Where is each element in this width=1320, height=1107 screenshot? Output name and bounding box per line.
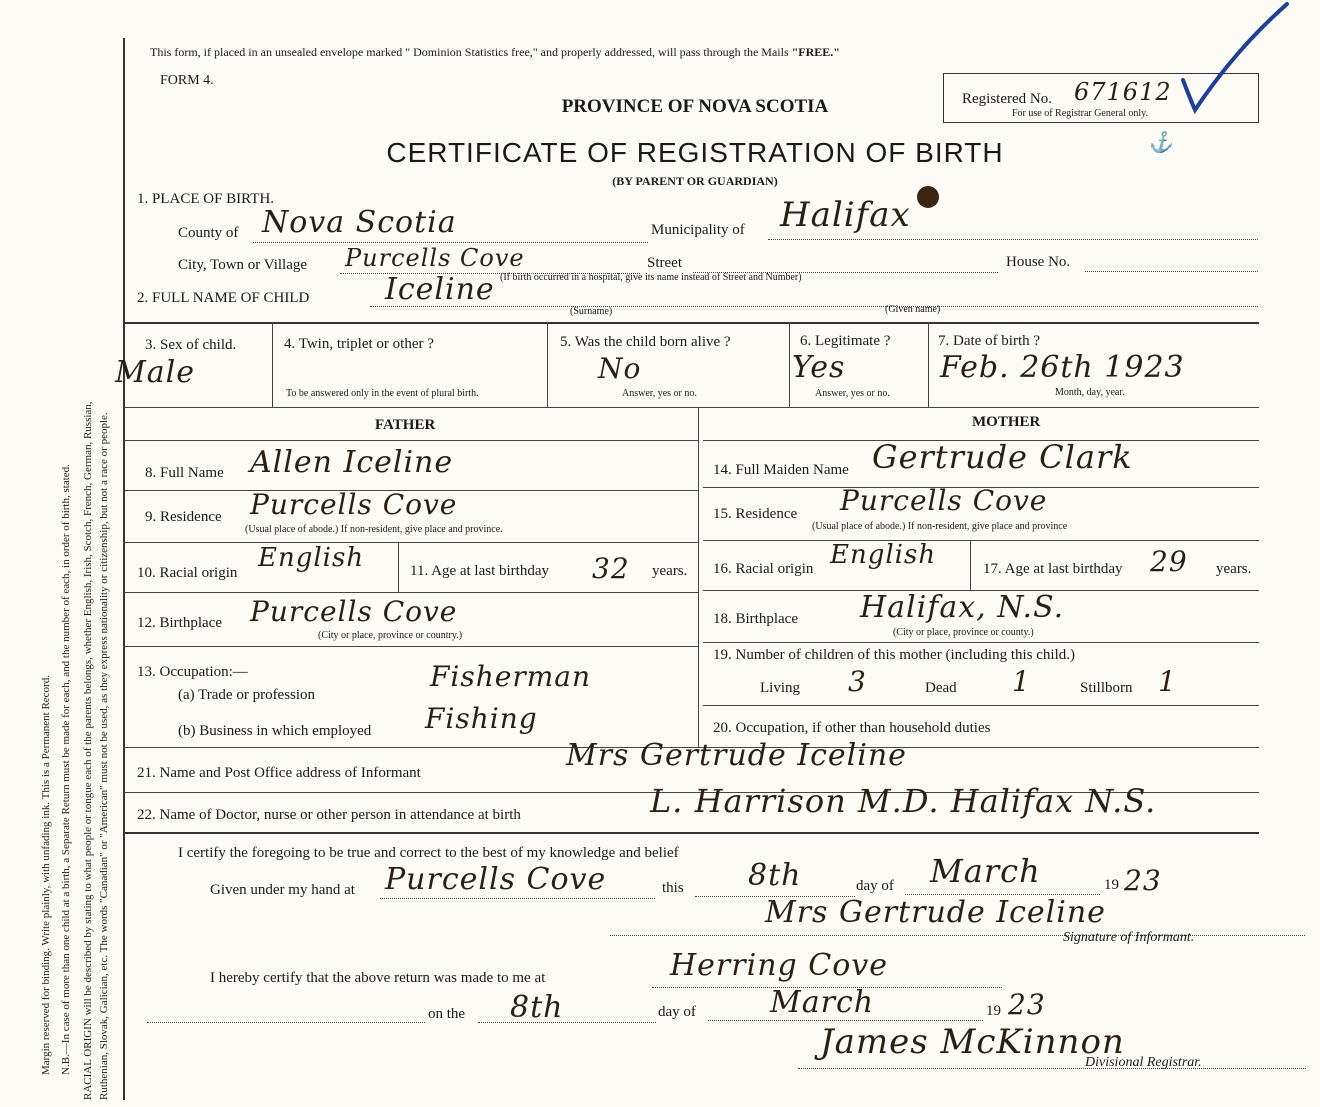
father-years-label: years. — [652, 563, 688, 579]
province-heading: PROVINCE OF NOVA SCOTIA — [561, 96, 829, 117]
mail-notice: This form, if placed in an unsealed envelope marked " Dominion Statistics free," and properly addressed, will pass through the Mails "FREE." — [150, 45, 840, 59]
twin-note: To be answered only in the event of plural birth. — [286, 388, 479, 399]
father-age-label: 11. Age at last birthday — [410, 563, 549, 579]
registrar-note: For use of Registrar General only. — [1012, 108, 1148, 119]
mother-years-label: years. — [1216, 561, 1252, 577]
mother-age-label: 17. Age at last birthday — [983, 561, 1123, 577]
legitimate-label: 6. Legitimate ? — [800, 333, 891, 349]
dob-label: 7. Date of birth ? — [938, 333, 1041, 349]
reg-year-prefix: 19 — [986, 1003, 1001, 1019]
on-the-label: on the — [428, 1006, 466, 1022]
signature-of-informant-label: Signature of Informant. — [1063, 930, 1195, 945]
divisional-registrar-label: Divisional Registrar. — [1085, 1055, 1202, 1070]
child-name-label: 2. FULL NAME OF CHILD — [137, 290, 310, 306]
mother-name-value: Gertrude Clark — [872, 438, 1133, 476]
margin-note-racial-origin-cont: Ruthenian, Slovak, Galician, etc. The words "Canadian" or "American" must not be used, as they express nationality or citizenship, but not a race or people. — [98, 412, 110, 1100]
surname-note: (Surname) — [570, 306, 613, 317]
form-number: FORM 4. — [160, 73, 214, 88]
born-alive-label: 5. Was the child born alive ? — [560, 334, 731, 350]
informant-value: Mrs Gertrude Iceline — [566, 738, 907, 773]
mother-heading: MOTHER — [972, 414, 1041, 430]
reg-day-value: 8th — [510, 990, 564, 1025]
hospital-note: (If birth occurred in a hospital, give its name instead of Street and Number) — [500, 272, 802, 283]
child-name-value: Iceline — [385, 272, 495, 307]
father-name-value: Allen Iceline — [250, 445, 454, 480]
trade-label: (a) Trade or profession — [178, 687, 316, 703]
father-trade-value: Fisherman — [430, 660, 592, 693]
registrar-initials: ⚓ — [1148, 130, 1174, 154]
reg-year-value: 23 — [1008, 988, 1046, 1021]
business-label: (b) Business in which employed — [178, 723, 372, 739]
given-name-note: (Given name) — [885, 304, 941, 315]
mother-abode-note: (Usual place of abode.) If non-resident, give place and province — [812, 521, 1068, 532]
born-alive-value: No — [598, 352, 642, 385]
dob-note: Month, day, year. — [1055, 387, 1125, 398]
registrar-place-value: Herring Cove — [670, 948, 888, 983]
given-year-value: 23 — [1124, 864, 1162, 897]
doctor-label: 22. Name of Doctor, nurse or other person in attendance at birth — [137, 807, 521, 823]
father-heading: FATHER — [375, 417, 436, 433]
mother-place-note: (City or place, province or county.) — [893, 627, 1034, 638]
day-of-label-2: day of — [658, 1004, 696, 1020]
this-label: this — [662, 880, 684, 896]
mother-age-value: 29 — [1150, 545, 1188, 578]
certificate-title: CERTIFICATE OF REGISTRATION OF BIRTH — [386, 137, 1004, 168]
mother-residence-label: 15. Residence — [713, 506, 798, 522]
registrar-signature: James McKinnon — [820, 1022, 1125, 1062]
father-birthplace-label: 12. Birthplace — [137, 615, 222, 631]
county-value: Nova Scotia — [262, 205, 457, 240]
given-under-label: Given under my hand at — [210, 882, 355, 898]
street-label: Street — [647, 255, 682, 271]
legitimate-note: Answer, yes or no. — [815, 388, 890, 399]
margin-note-binding: Margin reserved for binding. Write plainly, with unfading ink. This is a Permanent Record. — [40, 675, 52, 1075]
mother-racial-value: English — [830, 540, 937, 570]
mother-name-label: 14. Full Maiden Name — [713, 462, 849, 478]
registered-label: Registered No. — [962, 91, 1052, 107]
informant-label: 21. Name and Post Office address of Informant — [137, 765, 421, 781]
place-of-birth-label: 1. PLACE OF BIRTH. — [137, 191, 275, 207]
check-mark — [1175, 0, 1295, 120]
legitimate-value: Yes — [792, 350, 846, 385]
informant-signature: Mrs Gertrude Iceline — [765, 895, 1106, 930]
registered-number: 671612 — [1074, 78, 1172, 106]
ink-blot — [917, 186, 939, 208]
given-month-value: March — [930, 852, 1041, 890]
dead-label: Dead — [925, 680, 957, 696]
mother-residence-value: Purcells Cove — [840, 484, 1048, 517]
given-day-value: 8th — [748, 858, 802, 893]
twin-label: 4. Twin, triplet or other ? — [284, 336, 434, 352]
given-year-prefix: 19 — [1104, 877, 1119, 893]
living-label: Living — [760, 680, 800, 696]
father-racial-value: English — [258, 543, 365, 573]
father-residence-label: 9. Residence — [145, 509, 222, 525]
living-value: 3 — [848, 665, 867, 698]
hereby-certify-label: I hereby certify that the above return was made to me at — [210, 970, 546, 986]
mother-racial-label: 16. Racial origin — [713, 561, 814, 577]
father-birthplace-value: Purcells Cove — [250, 595, 458, 628]
mother-birthplace-value: Halifax, N.S. — [860, 590, 1065, 625]
municipality-label: Municipality of — [651, 222, 745, 238]
county-label: County of — [178, 225, 239, 241]
reg-month-value: March — [770, 985, 875, 1020]
father-residence-value: Purcells Cove — [250, 488, 458, 521]
municipality-value: Halifax — [780, 195, 911, 235]
margin-note-separate-return: N.B.—In case of more than one child at a birth, a Separate Return must be made for each, and the number of each, in order of birth, stated. — [60, 464, 72, 1075]
sex-label: 3. Sex of child. — [145, 337, 237, 353]
father-abode-note: (Usual place of abode.) If non-resident, give place and province. — [245, 524, 503, 535]
dob-value: Feb. 26th 1923 — [940, 350, 1185, 385]
city-label: City, Town or Village — [178, 257, 308, 273]
father-business-value: Fishing — [425, 702, 538, 735]
house-label: House No. — [1006, 254, 1071, 270]
city-value: Purcells Cove — [345, 244, 525, 272]
mother-occupation-label: 20. Occupation, if other than household duties — [713, 720, 991, 736]
father-age-value: 32 — [592, 552, 630, 585]
stillborn-value: 1 — [1158, 665, 1177, 698]
day-of-label: day of — [856, 878, 894, 894]
born-alive-note: Answer, yes or no. — [622, 388, 697, 399]
certificate-subtitle: (BY PARENT OR GUARDIAN) — [612, 174, 778, 188]
doctor-value: L. Harrison M.D. Halifax N.S. — [650, 782, 1157, 820]
given-at-value: Purcells Cove — [385, 862, 607, 897]
father-place-note: (City or place, province or country.) — [318, 630, 463, 641]
certify-statement: I certify the foregoing to be true and correct to the best of my knowledge and belief — [178, 845, 679, 861]
dead-value: 1 — [1012, 665, 1031, 698]
mother-birthplace-label: 18. Birthplace — [713, 611, 798, 627]
stillborn-label: Stillborn — [1080, 680, 1133, 696]
margin-note-racial-origin: RACIAL ORIGIN will be described by stating to what people or tongue each of the parents belongs, whether English, Irish, Scotch, French, German, Russian, — [82, 401, 94, 1100]
father-name-label: 8. Full Name — [145, 465, 224, 481]
sex-value: Male — [115, 355, 195, 390]
father-racial-label: 10. Racial origin — [137, 565, 238, 581]
occupation-label: 13. Occupation:— — [137, 664, 248, 680]
children-count-label: 19. Number of children of this mother (including this child.) — [713, 647, 1076, 663]
